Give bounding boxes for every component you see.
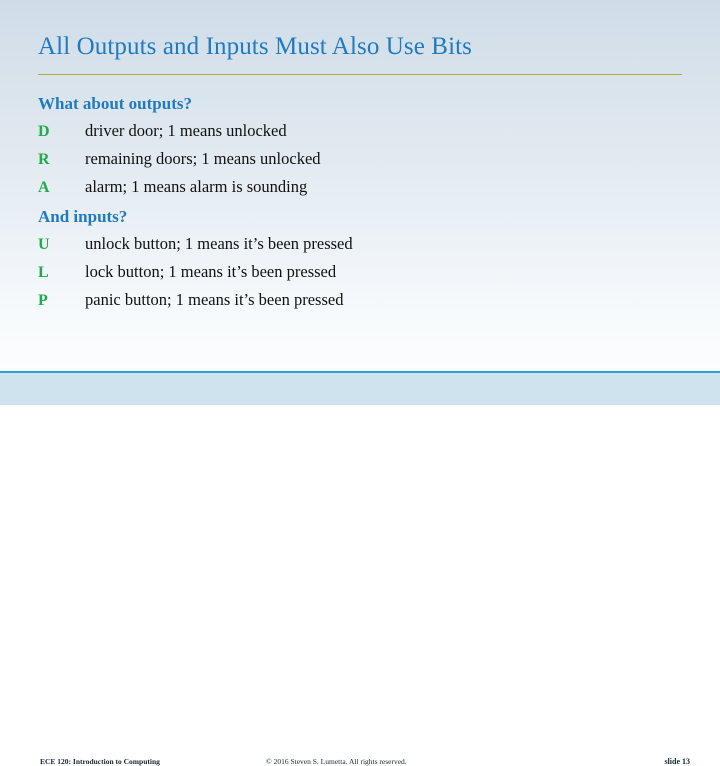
slide-footer bbox=[0, 373, 720, 766]
list-item bbox=[38, 290, 688, 311]
section-heading-inputs: And inputs? bbox=[38, 207, 128, 226]
signal-symbol: R bbox=[38, 151, 50, 168]
page-title: All Outputs and Inputs Must Also Use Bits bbox=[38, 33, 472, 60]
signal-symbol: A bbox=[38, 179, 50, 196]
signal-symbol: L bbox=[38, 264, 49, 281]
signal-description: unlock button; 1 means it’s been pressed bbox=[85, 234, 353, 253]
signal-description: lock button; 1 means it’s been pressed bbox=[85, 262, 337, 281]
signal-description: remaining doors; 1 means unlocked bbox=[85, 149, 321, 168]
signal-symbol: P bbox=[38, 292, 48, 309]
title-divider bbox=[38, 74, 682, 75]
list-item bbox=[38, 149, 688, 170]
list-item bbox=[38, 262, 688, 283]
signal-description: alarm; 1 means alarm is sounding bbox=[85, 177, 308, 196]
slide-body bbox=[38, 94, 688, 318]
list-item bbox=[38, 121, 688, 142]
signal-symbol: D bbox=[38, 123, 50, 140]
signal-symbol: U bbox=[38, 236, 50, 253]
list-item bbox=[38, 234, 688, 255]
list-item bbox=[38, 177, 688, 198]
signal-description: panic button; 1 means it’s been pressed bbox=[85, 290, 344, 309]
section-heading-outputs: What about outputs? bbox=[38, 94, 192, 113]
footer-slide-number: slide 13 bbox=[664, 757, 690, 766]
footer-course-label: ECE 120: Introduction to Computing bbox=[40, 757, 160, 766]
footer-copyright: © 2016 Steven S. Lumetta. All rights reserved. bbox=[266, 757, 407, 766]
signal-description: driver door; 1 means unlocked bbox=[85, 121, 287, 140]
